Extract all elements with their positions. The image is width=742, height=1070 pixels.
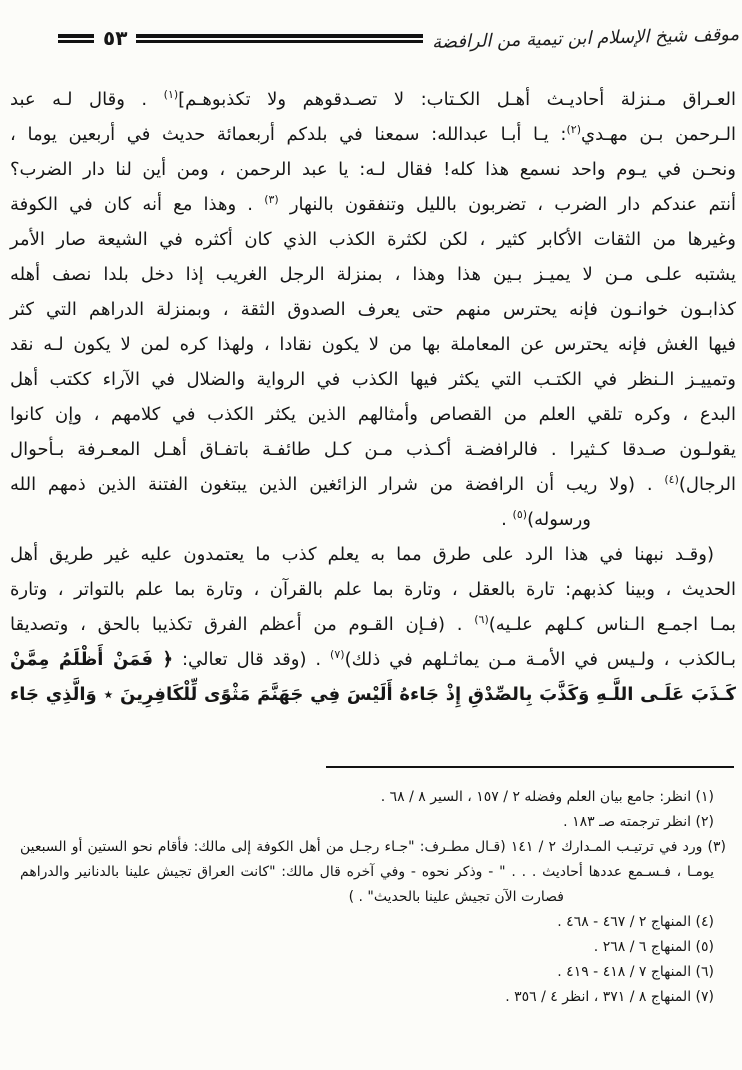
body-line: يقولـون صـدقا كـثيرا . فالرافضـة أكـذب مـن كـل طائفـة باتفـاق أهـل المعـرفة بـأحوال: [10, 439, 736, 460]
body-line: ونحـن في يـوم واحد نسمع هذا كله! فقال لـه: يا عبد الرحمن ، ومن أين لنا دار الضرب؟: [10, 159, 736, 180]
header-rule-left: [58, 34, 94, 43]
body-line: العـراق مـنزلة أحاديـث أهـل الكـتاب: لا تصـدقوهم ولا تكذبوهـم]$^{(١)}$ . وقال لـه عبد: [10, 88, 736, 110]
body-line: الرجال)$^{(٤)}$ . (ولا ريب أن الرافضة من شرار الزائغين الذين يبتغون الفتنة الذين ذمهم الله: [10, 473, 736, 495]
body-line: بمـا اجمـع الـناس كـلهم علـيه)$^{(٦)}$ . (فـإن القـوم من أعظم الفرق تكذيبا بالحق ، وتصديقا: [10, 613, 736, 635]
footnote-line: فصارت الآن تجيش علينا بالحديث" . ): [348, 889, 564, 905]
page-number: ٥٣: [103, 26, 128, 50]
footnote-line: (١) انظر: جامع بيان العلم وفضله ٢ / ١٥٧ ، السير ٨ / ٦٨ .: [380, 789, 714, 805]
body-line: فيها الغش فإنه يحترس عن المعاملة بها من لا يكون نقادا ، ولهذا كره لمن لا يكون لـه نقد: [10, 334, 736, 355]
body-line: أنتم عندكم دار الضرب ، تضربون بالليل وتنفقون بالنهار $^{(٣)}$ . وهذا مع أنه كان في الكوفة: [10, 193, 736, 215]
footnote-line: (٢) انظر ترجمته صـ ١٨٣ .: [563, 814, 714, 830]
footnote-marker: (٧): [330, 648, 345, 661]
footnote-marker: (٦): [474, 613, 489, 626]
page-header: [0, 23, 742, 53]
footnote-marker: (٢): [566, 123, 582, 136]
body-text: [10, 82, 736, 712]
footnote-line: (٧) المنهاج ٨ / ٣٧١ ، انظر ٤ / ٣٥٦ .: [505, 989, 714, 1005]
footnote-line: (٣) ورد في ترتيـب المـدارك ٢ / ١٤١ (قـال مطـرف: "جـاء رجـل من أهل الكوفة إلى مالك: فأقام نحو الستين أو السبعين: [20, 839, 727, 855]
footnote-line: (٦) المنهاج ٧ / ٤١٨ - ٤١٩ .: [557, 964, 714, 980]
body-line: الحديث ، وبينا كذبهم: تارة بالعقل ، وتارة بما علم بالقرآن ، وتارة بما علم بالتواتر ، وتارة: [10, 579, 736, 600]
body-line: ورسوله)$^{(٥)}$ .: [501, 508, 591, 530]
quran-verse: كَـذَبَ عَلَـى اللَّـهِ وَكَذَّبَ بِالصِّدْقِ إِذْ جَاءهُ أَلَيْسَ فِي جَهَنَّمَ مَثْوًى لِّلْكَافِرِينَ ٭ وَالَّذِي جَاء: [10, 684, 736, 705]
body-line: البدع ، وكره تلقي العلم من القصاص وأمثالهم الذين يكثر الكذب في كلامهم ، وإن كانوا: [10, 404, 736, 425]
footnote-line: (٥) المنهاج ٦ / ٢٦٨ .: [593, 939, 714, 955]
footnote-marker: (٤): [664, 473, 679, 486]
footnote-line: يومـا ، فـسـمع عددها أحاديث . . . " - وذكر نحوه - وفي آخره قال مالك: "كانت العراق تجيش علينا بالدنانير والدراهم: [20, 864, 714, 880]
body-line: كذابـون خوانـون فإنه يحترس منهم حتى يعرف الصدوق الثقة ، وبمنزلة الدراهم التي كثر: [10, 299, 736, 320]
book-title: موقف شيخ الإسلام ابن تيمية من الرافضة: [431, 23, 740, 53]
body-line: (وقـد نبهنا في هذا الرد على طرق مما به يعلم كذب ما يعتمدون عليه غير طريق أهل: [10, 544, 714, 565]
body-line: الـرحمن بـن مهـدي$^{(٢)}$: يـا أبـا عبدالله: سمعنا في بلدكم أربعمائة حديث في أربعين يوما ،: [10, 123, 736, 145]
body-line: بـالكذب ، ولـيس في الأمـة مـن يماثـلهم في ذلك)$^{(٧)}$ . (وقد قال تعالي: ﴿ فَمَنْ أَظْلَمُ مِمَّنْ: [10, 648, 736, 670]
footnote-separator: [326, 766, 734, 768]
footnote-marker: (٣): [264, 193, 279, 206]
footnote-marker: (٥): [512, 508, 528, 521]
body-line: [10, 677, 736, 712]
header-rule-main: [136, 34, 422, 43]
body-line: وغيرها من الثقات الأكابر كثير ، لكن لكثرة الكذب الذي كان أكثره في الشيعة صار الأمر: [10, 229, 736, 250]
footnote-line: (٤) المنهاج ٢ / ٤٦٧ - ٤٦٨ .: [557, 914, 714, 930]
body-line: يشتبه علـى مـن لا يميـز بـين هذا وهذا ، بمنزلة الرجل الغريب إذا دخل بلدا نصف أهله: [10, 264, 736, 285]
footnote-marker: (١): [163, 88, 179, 101]
body-line: وتمييـز الـنظر في الكتـب التي يكثر فيها الكذب في الرواية والضلال في الآراء ككتب أهل: [10, 369, 736, 390]
footnotes: [20, 785, 727, 1010]
quran-verse: ﴿ فَمَنْ أَظْلَمُ مِمَّنْ: [10, 649, 174, 670]
